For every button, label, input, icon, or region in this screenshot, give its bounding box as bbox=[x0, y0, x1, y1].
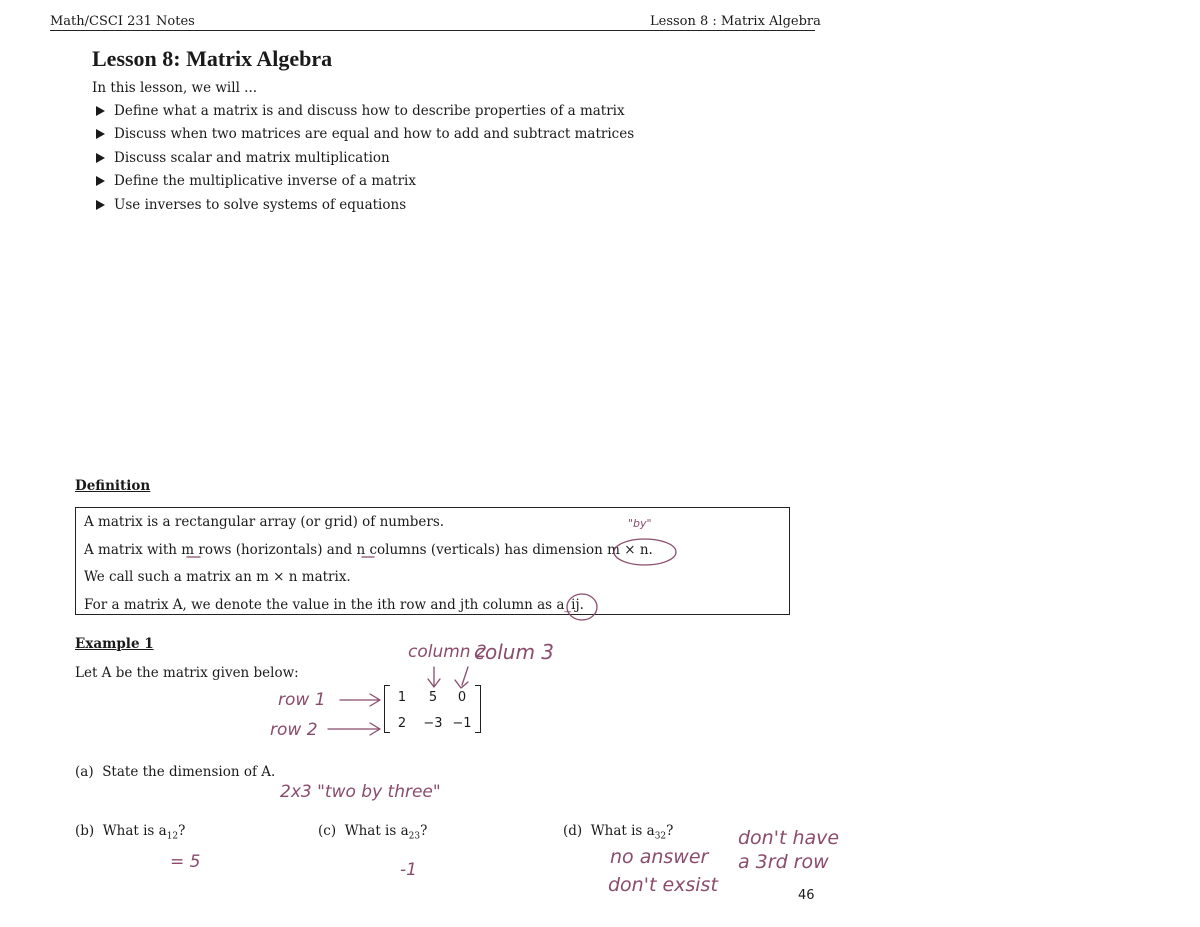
handwritten-by: "by" bbox=[628, 517, 652, 530]
handwritten-column3: colum 3 bbox=[474, 640, 555, 664]
header-right: Lesson 8 : Matrix Algebra bbox=[650, 14, 821, 29]
matrix-left-bracket bbox=[384, 685, 390, 733]
handwritten-answer-c: -1 bbox=[400, 860, 417, 880]
header-rule bbox=[50, 30, 815, 31]
part-d: (d) What is $a_{32}$? bbox=[563, 823, 674, 842]
list-item: Use inverses to solve systems of equations bbox=[96, 197, 406, 213]
bullet-icon bbox=[96, 176, 105, 186]
page-title: Lesson 8: Matrix Algebra bbox=[92, 46, 333, 71]
bullet-icon bbox=[96, 153, 105, 163]
definition-line-3: We call such a matrix an m × n matrix. bbox=[84, 569, 351, 585]
arrow-right-icon bbox=[328, 723, 380, 735]
part-b: (b) What is $a_{12}$? bbox=[75, 823, 186, 842]
handwritten-answer-d1: no answer bbox=[610, 846, 709, 868]
list-item: Define the multiplicative inverse of a matrix bbox=[96, 173, 416, 189]
definition-line-1: A matrix is a rectangular array (or grid) of numbers. bbox=[84, 514, 445, 530]
handwritten-answer-b: = 5 bbox=[170, 852, 201, 872]
handwritten-column2: column 2 bbox=[408, 642, 487, 662]
page-number: 46 bbox=[798, 888, 815, 903]
list-item: Define what a matrix is and discuss how to describe properties of a matrix bbox=[96, 103, 625, 119]
matrix-cell: 1 bbox=[397, 690, 407, 705]
list-item: Discuss when two matrices are equal and how to add and subtract matrices bbox=[96, 126, 634, 142]
header-left: Math/CSCI 231 Notes bbox=[50, 14, 195, 29]
matrix-cell: 0 bbox=[457, 690, 467, 705]
list-item: Discuss scalar and matrix multiplication bbox=[96, 150, 390, 166]
matrix-A bbox=[384, 685, 481, 733]
definition-line-2: A matrix with m rows (horizontals) and n columns (verticals) has dimension m × n. bbox=[84, 542, 653, 558]
part-c: (c) What is $a_{23}$? bbox=[318, 823, 428, 842]
matrix-cell: −1 bbox=[452, 716, 472, 731]
handwritten-row2: row 2 bbox=[270, 720, 318, 740]
matrix-cell: 2 bbox=[397, 716, 407, 731]
matrix-cell: 5 bbox=[428, 690, 438, 705]
example-heading: Example 1 bbox=[75, 636, 154, 652]
matrix-cell: −3 bbox=[423, 716, 443, 731]
handwritten-answer-a: 2x3 "two by three" bbox=[280, 782, 441, 802]
definition-heading: Definition bbox=[75, 478, 151, 494]
part-a: (a) State the dimension of A. bbox=[75, 764, 276, 780]
example-prompt: Let A be the matrix given below: bbox=[75, 665, 299, 681]
handwritten-answer-d2: don't exsist bbox=[608, 874, 718, 896]
matrix-right-bracket bbox=[475, 685, 481, 733]
bullet-icon bbox=[96, 200, 105, 210]
arrow-right-icon bbox=[340, 694, 380, 706]
handwritten-row1: row 1 bbox=[278, 690, 326, 710]
intro-text: In this lesson, we will ... bbox=[92, 80, 258, 96]
bullet-icon bbox=[96, 106, 105, 116]
arrow-down-icon bbox=[428, 667, 440, 687]
handwritten-answer-d3: don't have a 3rd row bbox=[738, 827, 840, 873]
bullet-icon bbox=[96, 129, 105, 139]
definition-line-4: For a matrix A, we denote the value in the ith row and jth column as a_ij. bbox=[84, 597, 584, 613]
